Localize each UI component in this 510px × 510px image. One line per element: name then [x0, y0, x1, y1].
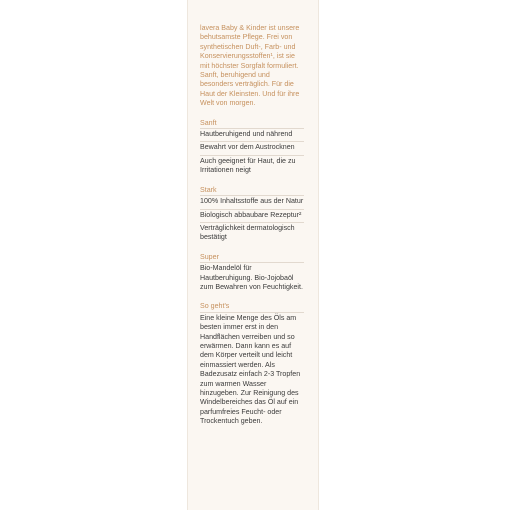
intro-text: lavera Baby & Kinder ist unsere behutsamste Pflege. Frei von synthetischen Duft-, Farb- und Konservierungsstoffen¹, ist sie mit höchster Sorgfalt formuliert. Sanft, beruhigend und besonders verträglich. Für die Haut der Kleinsten. Und für ihre Welt von morgen. — [200, 24, 300, 108]
section-title: So geht's — [200, 302, 230, 311]
list-item: Auch geeignet für Haut, die zu Irritationen neigt — [200, 155, 304, 178]
list-item: Verträglichkeit dermatologisch bestätigt — [200, 222, 304, 245]
section-so-gehts — [200, 302, 304, 428]
section-text: Bio-Mandelöl für Hautberuhigung. Bio-Jojobaöl zum Bewahren von Feuchtigkeit. — [200, 262, 304, 294]
section-text: Eine kleine Menge des Öls am besten immer erst in den Handflächen verreiben und so erwärmen. Dann kann es auf dem Körper verteilt und leicht einmassiert werden. Als Badezusatz einfach 2-3 Tropfen zum warmen Wasser hinzugeben. Zur Reinigung des Windelbereiches das Öl auf ein parfumfreies Feucht- oder Trockentuch geben. — [200, 312, 304, 429]
list-item: Bewahrt vor dem Austrocknen — [200, 141, 304, 154]
section-stark — [200, 186, 304, 245]
list-item: 100% Inhaltsstoffe aus der Natur — [200, 195, 304, 208]
product-info-panel — [200, 24, 304, 437]
section-super — [200, 253, 304, 295]
section-sanft — [200, 119, 304, 178]
section-title: Stark — [200, 185, 217, 194]
section-title: Super — [200, 252, 219, 261]
list-item: Biologisch abbaubare Rezeptur² — [200, 209, 304, 222]
section-title: Sanft — [200, 118, 217, 127]
list-item: Hautberuhigend und nährend — [200, 128, 304, 141]
